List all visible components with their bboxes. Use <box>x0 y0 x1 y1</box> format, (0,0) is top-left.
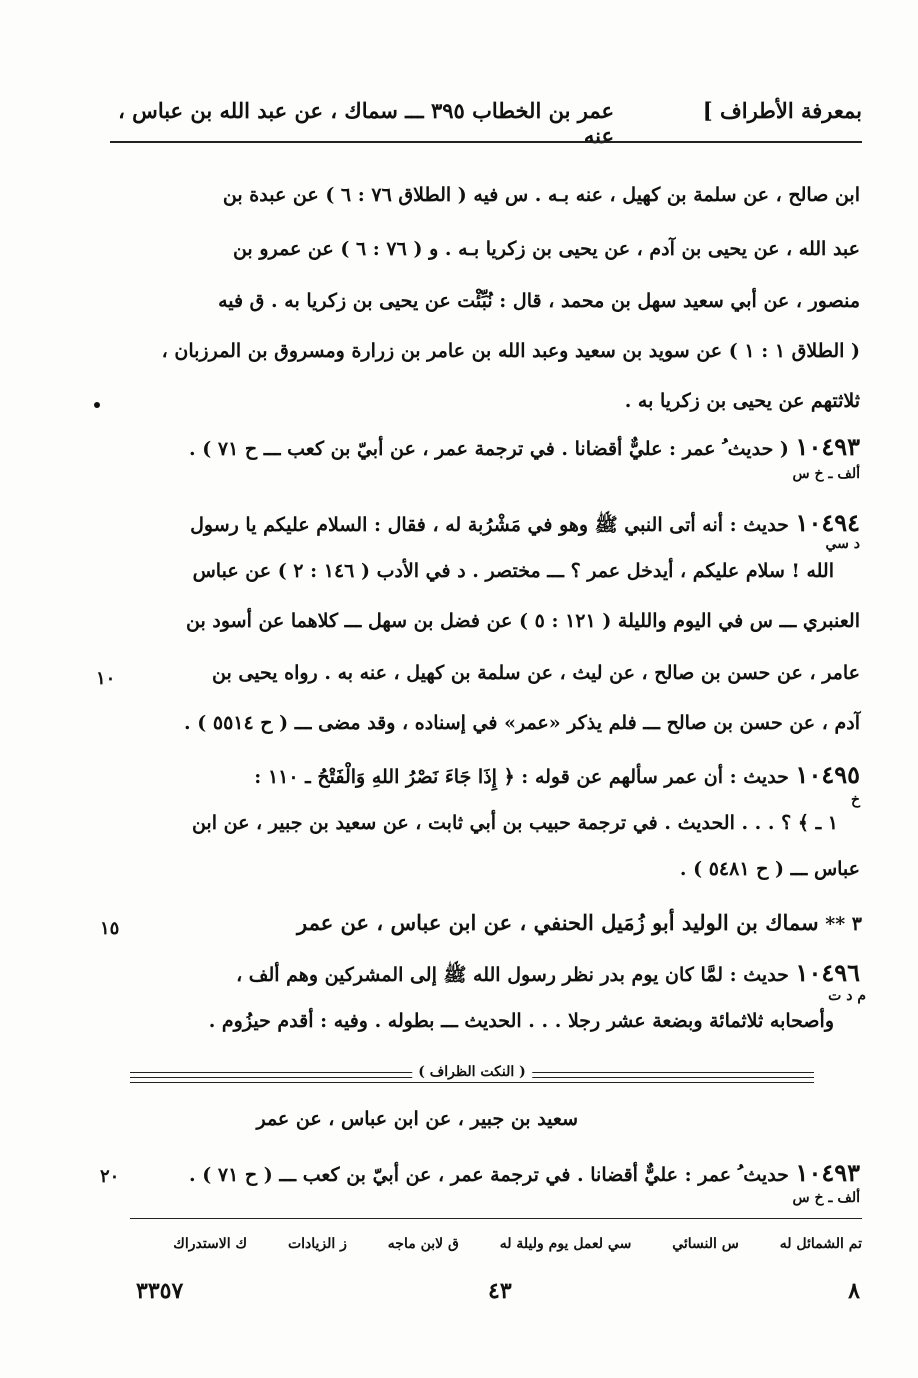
hadith-number: ١٠٤٩٤ <box>795 508 860 537</box>
line-number: ١٠ <box>96 668 116 689</box>
abbreviation: تم الشمائل له <box>779 1236 862 1252</box>
hadith-number: ١٠٤٩٣ <box>795 1158 860 1187</box>
line-number: ٢٠ <box>100 1166 120 1187</box>
section-marker: ٣ ** <box>825 913 862 935</box>
hadith-text-line: عامر ، عن حسن بن صالح ، عن ليث ، عن سلمة بن كهيل ، عنه به . رواه يحيى بن <box>212 662 860 684</box>
hadith-number: ١٠٤٩٦ <box>795 958 860 987</box>
bullet-dot <box>94 402 100 408</box>
hadith-number: ١٠٤٩٥ <box>795 760 860 789</box>
page-number: ٤٣ <box>488 1278 512 1304</box>
hadith-text-line: عباس ـــ ( ح ٥٤٨١ ) . <box>679 858 860 880</box>
abbreviation-key <box>137 1236 862 1252</box>
volume-number: ٨ <box>848 1278 860 1304</box>
nukat-heading: سعيد بن جبير ، عن ابن عباس ، عن عمر <box>256 1108 578 1130</box>
hadith-text-line: ١ ـ ﴾ ؟ . . . الحديث . في ترجمة حبيب بن أبي ثابت ، عن سعيد بن جبير ، عن ابن <box>191 812 838 834</box>
section-title: سماك بن الوليد أبو زُمَيل الحنفي ، عن ابن عباس ، عن عمر <box>296 910 819 935</box>
body-line: ثلاثتهم عن يحيى بن زكريا به . <box>624 390 860 412</box>
hadith-text: حديث : لمَّا كان يوم بدر نظر رسول الله ﷺ إلى المشركين وهم ألف ، <box>236 964 789 986</box>
header-book-title: بمعرفة الأطراف ] <box>702 98 862 123</box>
banner-rule <box>130 1082 814 1083</box>
body-line: منصور ، عن أبي سعيد سهل بن محمد ، قال : نُبِّئْت عن يحيى بن زكريا به . ق فيه <box>218 290 860 312</box>
body-line: عبد الله ، عن يحيى بن آدم ، عن يحيى بن زكريا بـه . و ( ٧٦ : ٦ ) عن عمرو بن <box>232 238 860 260</box>
banner-label: ( النكت الظراف ) <box>412 1064 532 1080</box>
body-line: ( الطلاق ١ : ١ ) عن سويد بن سعيد وعبد الله بن عامر بن زرارة ومسروق بن المرزبان ، <box>161 340 860 362</box>
abbreviation: سي لعمل يوم وليلة له <box>499 1236 632 1252</box>
siglum-note: ألف ـ خ س <box>792 1190 860 1206</box>
hadith-text-line: العنبري ـــ س في اليوم والليلة ( ١٢١ : ٥ ) عن فضل بن سهل ـــ كلاهما عن أسود بن <box>186 610 860 632</box>
hadith-entry-10496 <box>236 958 860 991</box>
hadith-text: حديث : أن عمر سألهم عن قوله : ﴿ إِذَا جَاءَ نَصْرُ اللهِ وَالْفَتْحُ ـ ١١٠ : <box>254 766 789 788</box>
footer-divider <box>130 1218 862 1219</box>
body-line: ابن صالح ، عن سلمة بن كهيل ، عنه بـه . س فيه ( الطلاق ٧٦ : ٦ ) عن عبدة بن <box>222 184 860 206</box>
abbreviation: ز الزيادات <box>287 1236 347 1252</box>
nukat-banner <box>130 1064 814 1086</box>
hadith-text-line: الله ! سلام عليكم ، أيدخل عمر ؟ ـــ مختصر . د في الأدب ( ١٤٦ : ٢ ) عن عباس <box>192 560 834 582</box>
hadith-entry-10495 <box>254 760 860 789</box>
hadith-entry-10494 <box>190 508 860 541</box>
siglum-note: م د ت <box>828 988 866 1004</box>
nukat-entry <box>189 1158 860 1187</box>
abbreviation: ك الاستدراك <box>173 1236 248 1252</box>
hadith-text-line: آدم ، عن حسن بن صالح ـــ فلم يذكر «عمر» في إسناده ، وقد مضى ـــ ( ح ٥٥١٤ ) . <box>184 712 860 734</box>
abbreviation: س النسائي <box>672 1236 739 1252</box>
volume-page-number: ٣٣٥٧ <box>136 1278 184 1304</box>
hadith-text: حديث : أنه أتى النبي ﷺ وهو في مَشْرُبة له ، فقال : السلام عليكم يا رسول <box>190 514 789 536</box>
hadith-text: حديث ُ عمر : عليٌّ أقضانا . في ترجمة عمر ، عن أبيّ بن كعب ـــ ( ح ٧١ ) . <box>189 1164 789 1186</box>
siglum-note: خ <box>850 792 860 808</box>
hadith-text: ( حديث ُ عمر : عليٌّ أقضانا . في ترجمة عمر ، عن أبيّ بن كعب ـــ ح ٧١ ) . <box>189 438 789 460</box>
section-heading <box>297 910 862 935</box>
siglum-note: د سي <box>825 536 860 552</box>
header-divider <box>110 141 862 143</box>
siglum-note: ألف ـ خ س <box>792 466 860 482</box>
hadith-text-line: وأصحابه ثلاثمائة وبضعة عشر رجلا . . . الحديث ـــ بطوله . وفيه : أقدم حيزُوم . <box>208 1010 834 1032</box>
line-number: ١٥ <box>100 918 120 939</box>
hadith-number: ١٠٤٩٣ <box>795 432 860 461</box>
running-header <box>110 98 862 148</box>
abbreviation: ق لابن ماجه <box>387 1236 459 1252</box>
hadith-entry-10493 <box>189 432 860 461</box>
header-chain-title: عمر بن الخطاب ٣٩٥ ـــ سماك ، عن عبد الله بن عباس ، عنه <box>118 98 614 148</box>
